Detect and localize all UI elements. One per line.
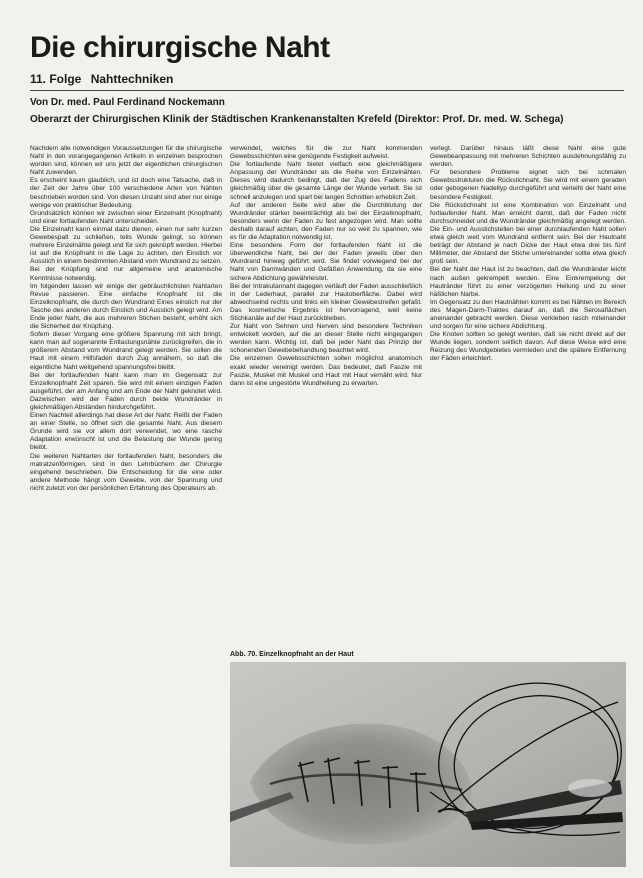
- author-name: Von Dr. med. Paul Ferdinand Nockemann: [30, 97, 225, 108]
- figure-caption: Abb. 70. Einzelknopfnaht an der Haut: [230, 651, 354, 658]
- author-block: [30, 96, 630, 130]
- text-column-2: [230, 145, 422, 648]
- paragraph: Die Rückstichnaht ist eine Kombination von Einzelnaht und fortlaufender Naht. Man erreicht damit, daß der Faden nicht durchschneidet und die Wundränder gleichmäßig angelegt werden.: [430, 201, 626, 225]
- paragraph: Bei der Naht der Haut ist zu beachten, daß die Wundränder leicht nach außen gekrempelt werden. Eine Einkrempelung der Hautränder führt zu einer verzögerten Heilung und zu einer häßlichen Narbe.: [430, 266, 626, 298]
- article-title: Die chirurgische Naht: [30, 31, 330, 64]
- paragraph: Die Ein- und Ausstichstellen bei einer durchlaufenden Naht sollen etwa gleich weit vom Wundrand entfernt sein. Bei der Hautnaht beträgt der Abstand je nach Dicke der Haut etwa drei bis fünf Millimeter, der Abstand der Stiche untereinander sollte etwa gleich groß sein.: [430, 225, 626, 266]
- paragraph: Einen Nachteil allerdings hat diese Art der Naht: Reißt der Faden an einer Stelle, so öffnet sich die gesamte Naht. Aus diesem Grunde wird sie vor allem dort verwendet, wo eine rasche Adaptation erwünscht ist und die Belastung der Wunde gering bleibt.: [30, 412, 222, 452]
- paragraph: Zur Naht von Sehnen und Nerven sind besondere Techniken entwickelt worden, auf die an dieser Stelle nicht eingegangen werden kann. Wichtig ist, daß bei jeder Naht das Prinzip der schonenden Gewebebehandlung beachtet wird.: [230, 323, 422, 355]
- paragraph: Im Gegensatz zu den Hautnähten kommt es bei Nähten im Bereich des Magen-Darm-Traktes darauf an, daß die Serosaflächen aneinander gebracht werden. Diese verkleben rasch miteinander und sorgen für eine sichere Abdichtung.: [430, 298, 626, 331]
- series-topic: Nahttechniken: [90, 72, 174, 86]
- paragraph: verwendet, welches für die zur Naht kommenden Gewebsschichten eine genügende Festigkeit aufweist.: [230, 145, 422, 161]
- header-rule: [30, 90, 624, 91]
- author-affiliation: Oberarzt der Chirurgischen Klinik der Städtischen Krankenanstalten Krefeld (Direktor: Prof. Dr. med. W. Schega): [30, 114, 564, 125]
- paragraph: Die Einzelnaht kann einmal dazu dienen, einen nur sehr kurzen Gewebespalt zu schließen, teils Wunde gelingt, so können mehrere Einzelnähte gelegt und für sich geknüpft werden. Hierbei ist auf die Knüpfnaht in die Lage zu achten, den Einstich vor Ausstich in einem bestimmten Abstand vom Wundrand zu setzen. Bei der Knüpfung sind nur allgemeine und anatomische Kenntnisse notwendig.: [30, 225, 222, 282]
- paragraph: Für besondere Probleme eignet sich bei schmalen Gewebsstrukturen die Rückstichnaht. Sie wird mit einem geraden oder gebogenen Nadeltyp durchgeführt und verleiht der Naht eine besondere Festigkeit.: [430, 169, 626, 201]
- paragraph: Im folgenden lassen wir einige der gebräuchlichsten Nahtarten Revue passieren. Eine einfache Knopfnaht ist die Einzelknopfnaht, die durch den Wundrand Eines einstich nur der Tasche des anderen durch Einstich und Ausstich gelegt wird. Am Ende jeder Naht, die aus mehreren Stichen besteht, erhöht sich die Sicherheit der Knüpfung.: [30, 282, 222, 331]
- paragraph: Die einzelnen Gewebsschichten sollen möglichst anatomisch exakt wieder vereinigt werden. Das bedeutet, daß Faszie mit Faszie, Muskel mit Muskel und Haut mit Haut vernäht wird. Nur dann ist eine ungestörte Wundheilung zu erwarten.: [230, 355, 422, 387]
- paragraph: Sofern dieser Vorgang eine größere Spannung mit sich bringt, kann man auf sogenannte Entlastungsnähte zurückgreifen, die in größerem Abstand vom Wundrand gelegt werden. Sie sollen die Haut mit einem Hilfsfaden durch Zug annähern, so daß die eigentliche Naht weitgehend spannungsfrei bleibt.: [30, 331, 222, 371]
- paragraph: Bei der Intrakutannaht dagegen verläuft der Faden ausschließlich in der Lederhaut, parallel zur Hautoberfläche. Dabei wird abwechselnd rechts und links ein kleiner Gewebestreifen gefaßt. Das kosmetische Ergebnis ist hervorragend, weil keine Stichkanäle auf der Haut zurückbleiben.: [230, 282, 422, 322]
- paragraph: Es erscheint kaum glaublich, und ist doch eine Tatsache, daß in der Zeit der Jahre über 100 verschiedene Arten von Nähten beschrieben worden sind. Von diesen Unzahl sind aber nur einige wenige von praktischer Bedeutung.: [30, 177, 222, 209]
- text-column-1: [30, 145, 222, 867]
- paragraph: Bei der fortlaufenden Naht kann man im Gegensatz zur Einzelknopfnaht Zeit sparen. Sie wird mit einem einzigen Faden ausgeführt, der am Anfang und am Ende der Naht geknotet wird. Dazwischen wird der Faden durch beide Wundränder in gleichmäßigen Abständen hindurchgeführt.: [30, 371, 222, 411]
- paragraph: Die fortlaufende Naht bietet vielfach eine gleichmäßigere Anpassung der Wundränder als die Reihe von Einzelnähten. Dieses wird dadurch bedingt, daß der Zug des Fadens sich gleichmäßig über die gesamte Länge der Wunde verteilt. Sie ist schnell anzulegen und spart bei langen Schnitten erheblich Zeit.: [230, 161, 422, 201]
- paragraph: Nachdem alle notwendigen Voraussetzungen für die chirurgische Naht in den vorangegangenen Artikeln in einzelnen besprochen worden sind, können wir uns jetzt der eigentlichen chirurgischen Naht zuwenden.: [30, 145, 222, 177]
- series-label: 11. Folge: [30, 72, 82, 86]
- series-line: [30, 72, 173, 86]
- figure-photo: [230, 662, 626, 867]
- paragraph: Die weiteren Nahtarten der fortlaufenden Naht, besonders die matratzenförmigen, sind in den Lehrbüchern der Chirurgie eingehend beschrieben. Die Entscheidung für die eine oder andere Methode hängt vom Gewebe, von der Spannung und nicht zuletzt von der persönlichen Erfahrung des Operateurs ab.: [30, 452, 222, 492]
- paragraph: verlegt. Darüber hinaus läßt diese Naht eine gute Gewebeanpassung mit mehreren Schichten ausdehnungsfähig zu werden.: [430, 145, 626, 169]
- paragraph: Eine besondere Form der fortlaufenden Naht ist die überwendliche Naht, bei der der Faden jeweils über den Wundrand hinweg geführt wird. Sie findet vorwiegend bei der Naht von Darmwänden und Gefäßen Anwendung, da sie eine sichere Abdichtung gewährleistet.: [230, 242, 422, 282]
- paragraph: Die Knoten sollten so gelegt werden, daß sie nicht direkt auf der Wunde liegen, sondern seitlich davon. Auf diese Weise wird eine Reizung des Wundgebietes vermieden und die spätere Entfernung der Fäden erleichtert.: [430, 331, 626, 363]
- paragraph: Grundsätzlich können wir zwischen einer Einzelnaht (Knopfnaht) und einer fortlaufenden Naht unterscheiden.: [30, 209, 222, 225]
- text-column-3: [430, 145, 626, 648]
- suture-photo-illustration: [230, 662, 626, 867]
- paragraph: Auf der anderen Seite wird aber die Durchblutung der Wundränder stärker beeinträchtigt als bei der Einzelknopfnaht, besonders wenn der Faden zu fest angezogen wird. Man sollte deshalb darauf achten, den Faden nur so weit zu spannen, wie es für die Adaptation notwendig ist.: [230, 201, 422, 242]
